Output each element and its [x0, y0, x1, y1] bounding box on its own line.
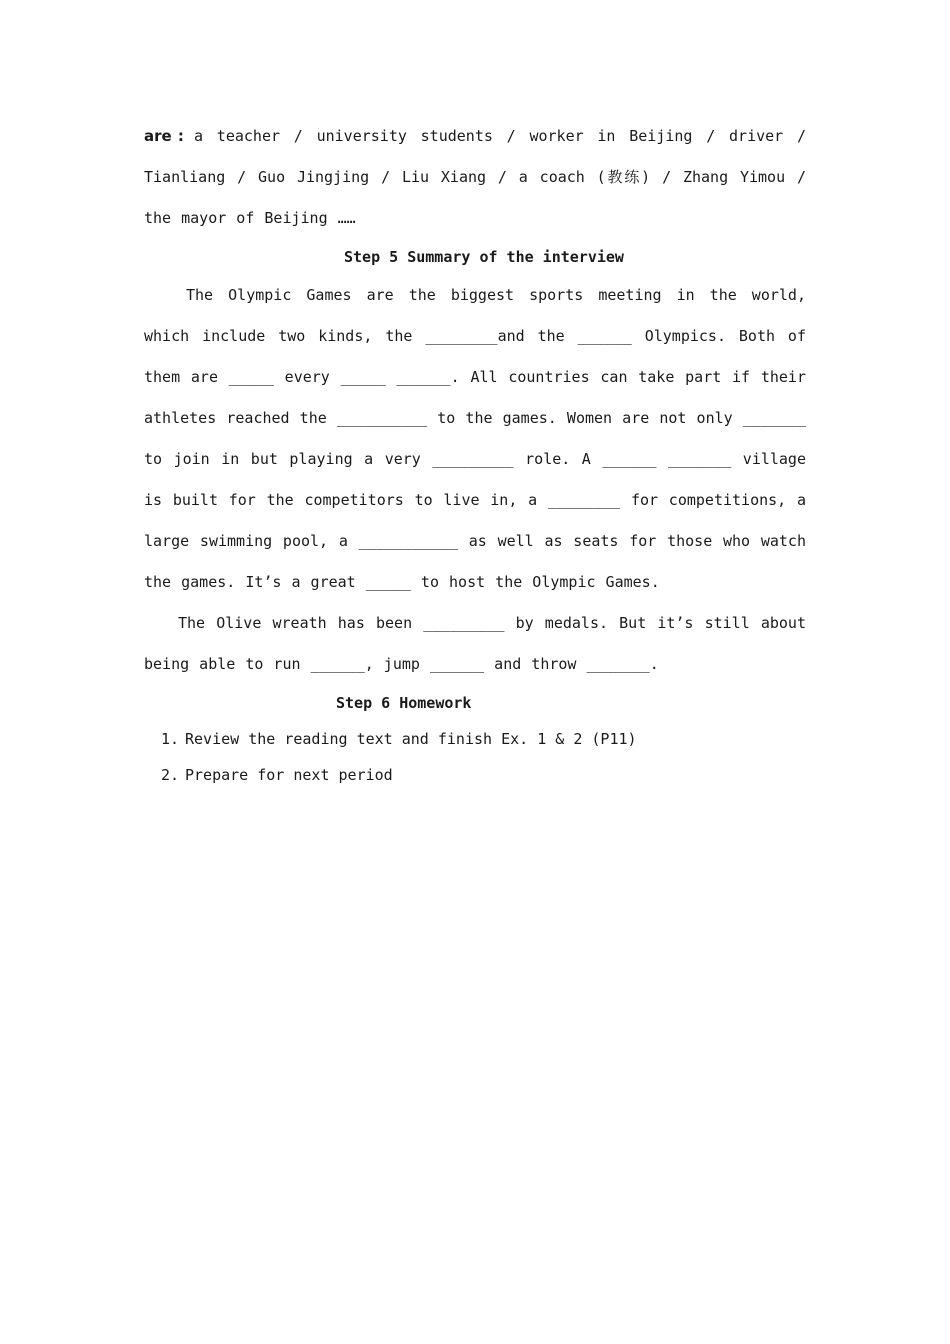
- list-item: [144, 721, 806, 757]
- step6-heading: Step 6 Homework: [336, 694, 472, 712]
- roles-lead: are :: [144, 127, 184, 145]
- summary-paragraph-2: The Olive wreath has been _________ by medals. But it’s still about being able to run ______, jump ______ and throw _______.: [144, 614, 806, 673]
- list-item: [144, 757, 806, 793]
- summary-paragraph-1: The Olympic Games are the biggest sports meeting in the world, which include two kinds, the ________and the ______ Olympics. Both of them are _____ every _____ ______. All countries can take part if their athletes reached the __________ to the games. Women are not only _______ to join in but playing a very _________ role. A ______ _______ village is built for the competitors to live in, a ________ for competitions, a large swimming pool, a ___________ as well as seats for those who watch the games. It’s a great _____ to host the Olympic Games.: [144, 286, 806, 591]
- list-item-number: 2.: [161, 766, 180, 784]
- roles-text: a teacher / university students / worker in Beijing / driver / Tianliang / Guo Jingjing / Liu Xiang / a coach (教练) / Zhang Yimou / the mayor of Beijing ……: [144, 127, 806, 227]
- list-item-text: Prepare for next period: [185, 766, 393, 784]
- step5-heading: Step 5 Summary of the interview: [344, 248, 624, 266]
- list-item-number: 1.: [161, 730, 180, 748]
- list-item-text: Review the reading text and finish Ex. 1 & 2 (P11): [185, 730, 637, 748]
- homework-list: [144, 721, 806, 793]
- roles-paragraph: [144, 116, 806, 239]
- document-page: [144, 116, 806, 793]
